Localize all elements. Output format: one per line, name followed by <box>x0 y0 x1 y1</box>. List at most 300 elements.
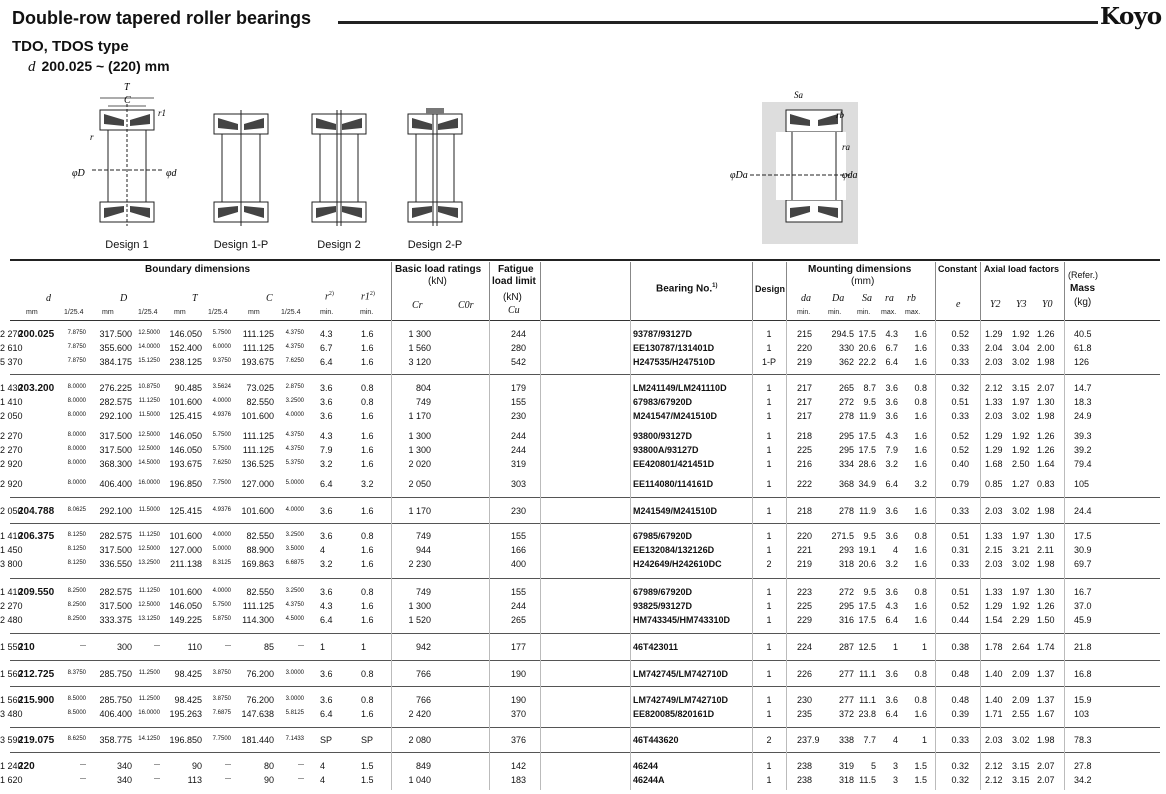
cell-m: 69.7 <box>1074 559 1092 569</box>
cell-m: 15.9 <box>1074 695 1092 705</box>
cell-Da: 277 <box>838 669 854 679</box>
cell-Sa: 5 <box>870 761 876 771</box>
cell-Y0: 1.37 <box>1037 669 1055 679</box>
cell-C0r: 2 050 <box>0 411 23 421</box>
cell-r1: 0.8 <box>361 383 374 393</box>
cell-bn: H242649/H242610DC <box>633 559 722 569</box>
cell-ds: 1 <box>766 545 772 555</box>
cell-r1: 0.8 <box>361 695 374 705</box>
cell-D: 292.100 <box>99 506 132 516</box>
unit-min-r1: min. <box>360 309 374 316</box>
cell-ra: 7.9 <box>885 445 898 455</box>
cell-Cu: 244 <box>510 445 526 455</box>
cell-Y0: 1.98 <box>1037 411 1055 421</box>
table-row <box>0 774 1166 788</box>
cell-rb: 1.6 <box>914 545 927 555</box>
cell-ra: 6.4 <box>885 357 898 367</box>
cell-Da: 272 <box>838 397 854 407</box>
cell-d1: — <box>80 643 86 649</box>
cell-Da: 272 <box>838 587 854 597</box>
cell-D: 276.225 <box>99 383 132 393</box>
cell-T: 127.000 <box>169 545 202 555</box>
cell-C1: — <box>298 643 304 649</box>
cell-Y2: 2.12 <box>985 761 1003 771</box>
cell-ra: 4.3 <box>885 601 898 611</box>
cell-da: 238 <box>797 775 813 785</box>
group-divider <box>10 727 1160 728</box>
cell-D1: 12.5000 <box>138 432 160 438</box>
cell-bn: M241547/M241510D <box>633 411 718 421</box>
cell-Y3: 3.02 <box>1012 357 1030 367</box>
cell-Y0: 1.98 <box>1037 735 1055 745</box>
cell-C0r: 2 270 <box>0 431 23 441</box>
cell-bn: 46244A <box>633 775 665 785</box>
cell-T: 113 <box>187 775 202 785</box>
cell-C0r: 2 610 <box>0 343 23 353</box>
cell-Y2: 1.29 <box>985 445 1003 455</box>
cell-Y0: 2.11 <box>1037 545 1054 555</box>
cell-r: 3.6 <box>320 695 333 705</box>
cell-e: 0.33 <box>951 506 969 516</box>
cell-T1: 5.7500 <box>212 602 231 608</box>
cell-Cu: 190 <box>510 695 526 705</box>
cell-Y3: 3.15 <box>1012 761 1030 771</box>
cell-e: 0.33 <box>951 559 969 569</box>
cell-m: 24.4 <box>1074 506 1092 516</box>
cell-Y3: 1.92 <box>1012 329 1030 339</box>
cell-C0r: 3 590 <box>0 735 23 745</box>
cell-da: 226 <box>797 669 813 679</box>
cell-D: 368.300 <box>99 459 132 469</box>
cell-ra: 3.6 <box>885 587 898 597</box>
cell-T1: — <box>225 776 231 782</box>
cell-C: 82.550 <box>246 587 274 597</box>
cell-d1: 8.2500 <box>67 602 86 608</box>
cell-T1: — <box>225 643 231 649</box>
cell-e: 0.33 <box>951 357 969 367</box>
cell-bn: 93800A/93127D <box>633 445 699 455</box>
cell-C1: 5.3750 <box>285 460 304 466</box>
cell-e: 0.32 <box>951 383 969 393</box>
bearing-type: TDO, TDOS type <box>12 38 129 55</box>
cell-C1: 4.3750 <box>285 344 304 350</box>
cell-D: 333.375 <box>99 615 132 625</box>
cell-Y0: 1.98 <box>1037 357 1055 367</box>
cell-e: 0.40 <box>951 459 969 469</box>
cell-m: 126 <box>1074 357 1090 367</box>
cell-Y2: 2.03 <box>985 559 1003 569</box>
range-value: 200.025 ~ (220) mm <box>41 58 170 74</box>
cell-r: 6.7 <box>320 343 333 353</box>
col-divider <box>630 262 631 320</box>
cell-Sa: 7.7 <box>863 735 876 745</box>
cell-D: 282.575 <box>99 531 132 541</box>
cell-rb: 1.6 <box>914 431 927 441</box>
cell-da: 230 <box>797 695 813 705</box>
cell-r: 7.9 <box>320 445 333 455</box>
cell-r: 3.6 <box>320 531 333 541</box>
cell-Cu: 244 <box>510 601 526 611</box>
cell-r1: 1.6 <box>361 357 374 367</box>
cell-da: 221 <box>797 545 813 555</box>
cell-r: 3.6 <box>320 383 333 393</box>
cell-rb: 1.6 <box>914 445 927 455</box>
cell-Da: 368 <box>838 479 854 489</box>
cell-T: 146.050 <box>169 601 202 611</box>
cell-Cu: 177 <box>510 642 526 652</box>
cell-bn: EE420801/421451D <box>633 459 715 469</box>
cell-D: 282.575 <box>99 397 132 407</box>
cell-da: 218 <box>797 506 813 516</box>
cell-r1: 1.5 <box>361 775 374 785</box>
cell-r1: 1.5 <box>361 761 374 771</box>
cell-da: 219 <box>797 357 813 367</box>
cell-D: 406.400 <box>99 709 132 719</box>
cell-r: 6.4 <box>320 709 333 719</box>
cell-T1: 5.8750 <box>212 616 231 622</box>
cell-T1: 3.8750 <box>212 696 231 702</box>
cell-Cu: 155 <box>510 587 526 597</box>
cell-d1: 8.1250 <box>67 560 86 566</box>
cell-Da: 277 <box>838 695 854 705</box>
cell-ds: 1 <box>766 642 772 652</box>
cell-Sa: 9.5 <box>863 397 876 407</box>
cell-Y2: 1.54 <box>985 615 1003 625</box>
cell-r: 4 <box>320 761 326 771</box>
cell-D1: 13.1250 <box>138 616 160 622</box>
cell-C1: 3.0000 <box>285 670 304 676</box>
unit-mm-D: mm <box>102 309 114 316</box>
cell-Y3: 1.97 <box>1012 531 1030 541</box>
cell-bn: LM241149/LM241110D <box>633 383 727 393</box>
cell-ds: 1 <box>766 329 772 339</box>
cell-C0r: 1 410 <box>0 531 23 541</box>
cell-D1: 14.1250 <box>138 736 160 742</box>
col-divider <box>540 320 541 790</box>
cell-ds: 1 <box>766 479 772 489</box>
cell-Y2: 1.68 <box>985 459 1003 469</box>
cell-Sa: 11.5 <box>859 775 876 785</box>
cell-bn: EE820085/820161D <box>633 709 715 719</box>
hdr-Sa: Sa <box>862 293 872 304</box>
cell-r: SP <box>320 735 333 745</box>
cell-m: 105 <box>1074 479 1090 489</box>
label-phiD: φD <box>72 168 85 179</box>
hdr-d: d <box>46 293 51 304</box>
bore-range <box>28 58 170 76</box>
cell-r1: 1.6 <box>361 709 374 719</box>
cell-bn: 93825/93127D <box>633 601 693 611</box>
cell-bn: 46T443620 <box>633 735 679 745</box>
cell-Cu: 166 <box>510 545 526 555</box>
cell-e: 0.44 <box>951 615 969 625</box>
cell-C0r: 2 270 <box>0 329 23 339</box>
cell-m: 39.3 <box>1074 431 1092 441</box>
cell-C0r: 3 480 <box>0 709 23 719</box>
hdr-Y0: Y0 <box>1042 299 1053 310</box>
col-divider <box>1064 262 1065 320</box>
cell-C: 111.125 <box>242 329 274 339</box>
unit-min-r: min. <box>320 309 334 316</box>
cell-r1: 1.6 <box>361 411 374 421</box>
cell-Sa: 20.6 <box>858 343 876 353</box>
cell-r1: 1.6 <box>361 343 374 353</box>
brand-logo: Koyo <box>1100 3 1162 30</box>
cell-T1: 9.3750 <box>212 358 231 364</box>
cell-e: 0.48 <box>951 695 969 705</box>
cell-rb: 1 <box>921 735 927 745</box>
cell-D: 292.100 <box>99 411 132 421</box>
cell-ds: 1 <box>766 587 772 597</box>
cell-e: 0.38 <box>951 642 969 652</box>
cell-Da: 362 <box>838 357 854 367</box>
cell-D1: — <box>154 776 160 782</box>
group-divider <box>10 633 1160 634</box>
cell-Cu: 230 <box>510 506 526 516</box>
col-divider <box>980 262 981 320</box>
table-row <box>0 760 1166 774</box>
table-row <box>0 544 1166 558</box>
cell-D: 355.600 <box>99 343 132 353</box>
unit-254-T: 1/25.4 <box>208 309 228 316</box>
hdr-r: $r^{2)}$ <box>325 291 334 303</box>
cell-Cr: 1 300 <box>408 601 431 611</box>
cell-r1: 1.6 <box>361 615 374 625</box>
cell-d: 215.900 <box>18 695 55 706</box>
cell-rb: 1.6 <box>914 411 927 421</box>
cell-e: 0.51 <box>951 397 969 407</box>
cell-ra: 4 <box>892 545 898 555</box>
cell-T: 101.600 <box>169 587 202 597</box>
cell-r: 4.3 <box>320 329 333 339</box>
cell-D1: 10.8750 <box>138 384 160 390</box>
cell-d: 200.025 <box>18 329 55 340</box>
cell-r1: 1.6 <box>361 601 374 611</box>
cell-Sa: 11.9 <box>859 411 876 421</box>
cell-T: 193.675 <box>169 459 202 469</box>
cell-r: 3.6 <box>320 397 333 407</box>
cell-r: 4 <box>320 775 326 785</box>
cell-da: 225 <box>797 601 813 611</box>
hdr-Y3: Y3 <box>1016 299 1027 310</box>
cell-T1: — <box>225 762 231 768</box>
cell-T1: 8.3125 <box>212 560 231 566</box>
cell-D: 384.175 <box>99 357 132 367</box>
cell-bn: 46244 <box>633 761 659 771</box>
cell-bn: LM742745/LM742710D <box>633 669 729 679</box>
cell-C0r: 1 410 <box>0 587 23 597</box>
cell-ds: 1 <box>766 397 772 407</box>
cell-Da: 295 <box>838 445 854 455</box>
cell-d1: 8.2500 <box>67 616 86 622</box>
col-divider <box>786 262 787 320</box>
cell-Cr: 766 <box>415 669 431 679</box>
cell-r1: SP <box>361 735 374 745</box>
cell-Y0: 1.30 <box>1037 397 1055 407</box>
table-row <box>0 356 1166 370</box>
cell-Da: 271.5 <box>831 531 854 541</box>
cell-C1: 4.3750 <box>285 446 304 452</box>
cell-Y0: 2.07 <box>1037 383 1055 393</box>
cell-d1: 8.0000 <box>67 412 86 418</box>
cell-Cr: 1 300 <box>408 329 431 339</box>
cell-r: 3.6 <box>320 669 333 679</box>
cell-Y0: 2.07 <box>1037 775 1055 785</box>
cell-Y3: 1.92 <box>1012 445 1030 455</box>
cell-Sa: 17.5 <box>858 615 876 625</box>
cell-Y3: 3.04 <box>1012 343 1030 353</box>
cell-Y3: 3.02 <box>1012 735 1030 745</box>
cell-e: 0.52 <box>951 445 969 455</box>
cell-e: 0.31 <box>951 545 969 555</box>
cell-C0r: 1 620 <box>0 775 23 785</box>
cell-Y3: 1.27 <box>1012 479 1030 489</box>
cell-m: 14.7 <box>1074 383 1092 393</box>
hdr-bearing-no: Bearing No.$^{1)}$ <box>656 283 718 295</box>
cell-T1: 7.6875 <box>212 710 231 716</box>
cell-ra: 3.6 <box>885 397 898 407</box>
cell-C1: 3.2500 <box>285 588 304 594</box>
cell-r: 6.4 <box>320 357 333 367</box>
cell-T: 211.138 <box>170 559 202 569</box>
cell-Sa: 17.5 <box>858 601 876 611</box>
cell-T: 125.415 <box>169 411 202 421</box>
unit-rb-max: max. <box>905 309 921 316</box>
cell-Y2: 1.40 <box>985 669 1003 679</box>
cell-r1: 1.6 <box>361 431 374 441</box>
cell-D: 282.575 <box>99 587 132 597</box>
cell-m: 21.8 <box>1074 642 1092 652</box>
cell-d1: 8.6250 <box>67 736 86 742</box>
cell-D: 285.750 <box>99 695 132 705</box>
cell-Y0: 1.37 <box>1037 695 1055 705</box>
cell-d: 219.075 <box>18 735 55 746</box>
cell-d: 204.788 <box>18 506 55 517</box>
cell-ds: 1 <box>766 761 772 771</box>
cell-Y0: 1.26 <box>1037 329 1055 339</box>
cell-m: 39.2 <box>1074 445 1092 455</box>
cell-T1: 3.5624 <box>212 384 231 390</box>
cell-C: 111.125 <box>242 343 274 353</box>
cell-Y2: 0.85 <box>985 479 1003 489</box>
cell-Cr: 1 040 <box>408 775 431 785</box>
design-1p-drawing <box>212 80 272 240</box>
cell-Da: 287 <box>838 642 854 652</box>
cell-Y0: 1.26 <box>1037 601 1055 611</box>
cell-Y0: 1.98 <box>1037 506 1055 516</box>
cell-D1: 11.2500 <box>138 670 160 676</box>
cell-rb: 1.6 <box>914 601 927 611</box>
cell-e: 0.39 <box>951 709 969 719</box>
caption-design-2: Design 2 <box>317 239 361 251</box>
cell-T1: 4.9376 <box>212 507 231 513</box>
cell-Y2: 2.12 <box>985 775 1003 785</box>
cell-C1: 3.2500 <box>285 398 304 404</box>
table-row <box>0 444 1166 458</box>
cell-D: 285.750 <box>99 669 132 679</box>
cell-Sa: 11.1 <box>859 695 876 705</box>
cell-Da: 295 <box>838 601 854 611</box>
cell-bn: 93800/93127D <box>633 431 693 441</box>
cell-da: 224 <box>797 642 813 652</box>
cell-Cr: 766 <box>415 695 431 705</box>
table-row <box>0 694 1166 708</box>
cell-bn: 67985/67920D <box>633 531 693 541</box>
col-divider <box>935 262 936 320</box>
cell-Cr: 1 300 <box>408 431 431 441</box>
cell-ra: 6.4 <box>885 479 898 489</box>
cell-ds: 1 <box>766 445 772 455</box>
cell-Da: 265 <box>838 383 854 393</box>
cell-Y2: 1.29 <box>985 329 1003 339</box>
cell-rb: 0.8 <box>914 397 927 407</box>
cell-T1: 4.0000 <box>212 588 231 594</box>
cell-rb: 1.6 <box>914 357 927 367</box>
table-row <box>0 641 1166 655</box>
cell-Sa: 9.5 <box>863 531 876 541</box>
cell-Y3: 2.29 <box>1012 615 1030 625</box>
unit-Da-min: min. <box>828 309 842 316</box>
group-divider <box>10 752 1160 753</box>
cell-m: 37.0 <box>1074 601 1092 611</box>
cell-T: 146.050 <box>169 445 202 455</box>
cell-rb: 0.8 <box>914 587 927 597</box>
cell-T1: 4.0000 <box>212 532 231 538</box>
cell-Cu: 190 <box>510 669 526 679</box>
group-divider <box>10 578 1160 579</box>
cell-T: 146.050 <box>169 431 202 441</box>
cell-Y3: 3.15 <box>1012 775 1030 785</box>
cell-ra: 6.4 <box>885 615 898 625</box>
cell-Y2: 1.71 <box>985 709 1003 719</box>
cell-C0r: 1 560 <box>0 695 23 705</box>
cell-Y3: 3.21 <box>1012 545 1030 555</box>
cell-r1: 1.6 <box>361 559 374 569</box>
cell-e: 0.33 <box>951 343 969 353</box>
cell-Cr: 2 080 <box>408 735 431 745</box>
cell-m: 16.7 <box>1074 587 1092 597</box>
table-row <box>0 342 1166 356</box>
cell-d1: 8.0000 <box>67 460 86 466</box>
cell-ds: 1 <box>766 506 772 516</box>
cell-C: 111.125 <box>242 601 274 611</box>
cell-ra: 3.6 <box>885 506 898 516</box>
table-row <box>0 382 1166 396</box>
cell-Y3: 1.97 <box>1012 587 1030 597</box>
cell-da: 217 <box>797 383 813 393</box>
table-row <box>0 505 1166 519</box>
cell-r: 1 <box>320 642 326 652</box>
cell-D1: 12.5000 <box>138 330 160 336</box>
cell-Sa: 17.5 <box>858 431 876 441</box>
cell-Da: 293 <box>838 545 854 555</box>
cell-m: 17.5 <box>1074 531 1092 541</box>
cell-T: 101.600 <box>169 397 202 407</box>
hdr-fatigue-kn: (kN) <box>503 292 522 303</box>
col-divider <box>786 320 787 790</box>
cell-d1: 8.1250 <box>67 546 86 552</box>
cell-Cu: 376 <box>510 735 526 745</box>
cell-T1: 4.0000 <box>212 398 231 404</box>
cell-D: 406.400 <box>99 479 132 489</box>
cell-C1: — <box>298 776 304 782</box>
cell-Cr: 849 <box>415 761 431 771</box>
cell-ds: 1 <box>766 695 772 705</box>
group-divider <box>10 660 1160 661</box>
hdr-load-ratings: Basic load ratings <box>395 264 482 275</box>
cell-d1: 8.0000 <box>67 480 86 486</box>
cell-r1: 1.6 <box>361 445 374 455</box>
